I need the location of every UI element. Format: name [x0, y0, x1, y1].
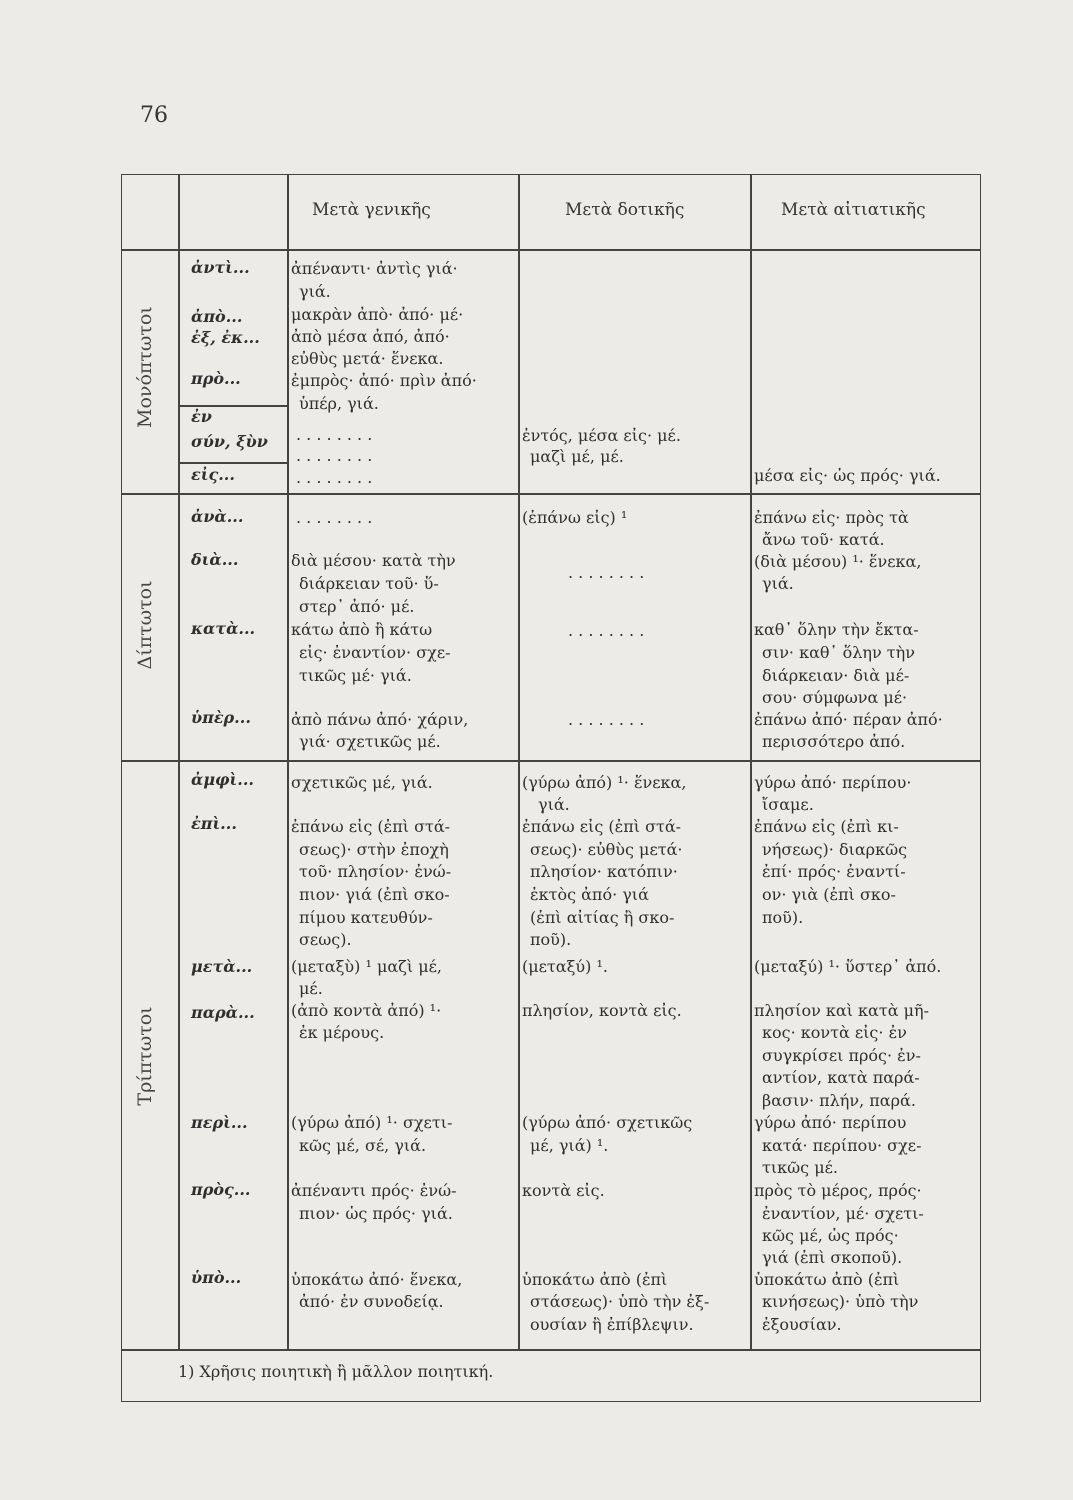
genitive-line: . . . . . . . . [296, 508, 373, 527]
accusative-line: ἐπάνω εἰς (ἐπὶ κι- [754, 817, 899, 836]
genitive-line: ἐκ μέρους. [299, 1023, 385, 1042]
genitive-line: πιον· ὡς πρός· γιά. [299, 1204, 453, 1223]
genitive-line: . . . . . . . . [296, 468, 373, 487]
accusative-line: σου· σύμφωνα μέ· [762, 688, 908, 707]
genitive-line: μέ. [299, 979, 323, 998]
genitive-line: (ἀπὸ κοντὰ ἀπό) ¹· [291, 1001, 442, 1020]
genitive-line: (μεταξὺ) ¹ μαζὶ μέ, [291, 957, 442, 976]
genitive-line: ἀπέναντι· ἀντὶς γιά· [291, 259, 458, 278]
preposition-label: ὑπὸ... [191, 1268, 242, 1287]
preposition-label: διὰ... [191, 550, 239, 569]
genitive-line: . . . . . . . . [296, 425, 373, 444]
group-label-monoptotes: Μονόπτωτοι [134, 306, 156, 428]
dative-line: μέ, γιά) ¹. [530, 1136, 609, 1155]
header-accusative: Μετὰ αἰτιατικῆς [781, 200, 926, 220]
accusative-line: συγκρίσει πρός· ἐν- [762, 1046, 921, 1065]
genitive-line: στερ᾽ ἀπό· μέ. [299, 597, 415, 616]
accusative-line: κῶς μέ, ὡς πρός· [762, 1226, 899, 1245]
accusative-line: ἐπί· πρός· ἐναντί- [762, 862, 906, 881]
accusative-line: ὑποκάτω ἀπὸ (ἐπὶ [754, 1270, 900, 1289]
accusative-line: ἄνω τοῦ· κατά. [762, 530, 885, 549]
dative-line: . . . . . . . . [568, 710, 645, 729]
accusative-line: ποῦ). [762, 908, 804, 927]
header-genitive: Μετὰ γενικῆς [312, 200, 431, 220]
grid-line [750, 174, 752, 1349]
genitive-line: πιον· γιά (ἐπὶ σκο- [299, 885, 450, 904]
genitive-line: γιά. [299, 282, 331, 301]
accusative-line: ἴσαμε. [762, 795, 814, 814]
preposition-label: πρὸ... [191, 369, 241, 388]
preposition-label: ἐπὶ... [191, 814, 237, 833]
dative-line: σεως)· εὐθὺς μετά· [530, 840, 683, 859]
grid-line [178, 174, 180, 1349]
accusative-line: αντίον, κατὰ παρά- [762, 1068, 920, 1087]
genitive-line: τοῦ· πλησίον· ἐνώ- [299, 862, 452, 881]
accusative-line: πλησίον καὶ κατὰ μῆ- [754, 1001, 929, 1020]
dative-line: ὑποκάτω ἀπὸ (ἐπὶ [522, 1270, 668, 1289]
accusative-line: ον· γιὰ (ἐπὶ σκο- [762, 885, 896, 904]
dative-line: ουσίαν ἢ ἐπίβλεψιν. [530, 1315, 694, 1334]
dative-line: πλησίον, κοντὰ εἰς. [522, 1001, 682, 1020]
group-label-triptotes: Τρίπτωτοι [134, 1006, 156, 1106]
genitive-line: ὑποκάτω ἀπό· ἕνεκα, [291, 1270, 463, 1289]
genitive-line: κάτω ἀπὸ ἢ κάτω [291, 620, 433, 639]
dative-line: (ἐπὶ αἰτίας ἢ σκο- [530, 908, 675, 927]
grid-line [287, 174, 289, 1349]
preposition-label: ἀντὶ... [191, 258, 250, 277]
preposition-label: κατὰ... [191, 619, 256, 638]
preposition-label: εἰς... [191, 465, 235, 484]
dative-line: . . . . . . . . [568, 563, 645, 582]
genitive-line: εὐθὺς μετά· ἕνεκα. [291, 349, 444, 368]
genitive-line: σεως)· στὴν ἐποχὴ [299, 840, 449, 859]
dative-line: (γύρω ἀπό· σχετικῶς [522, 1113, 693, 1132]
genitive-line: ἀπὸ πάνω ἀπό· χάριν, [291, 710, 469, 729]
preposition-label: ἐν [191, 407, 212, 426]
preposition-label: ἀμφὶ... [191, 770, 254, 789]
genitive-line: . . . . . . . . [296, 446, 373, 465]
dative-line: (ἐπάνω εἰς) ¹ [522, 508, 628, 527]
accusative-line: (διὰ μέσου) ¹· ἕνεκα, [754, 552, 922, 571]
header-dative: Μετὰ δοτικῆς [565, 200, 685, 220]
dative-line: ἐπάνω εἰς (ἐπὶ στά- [522, 817, 682, 836]
group-label-diptotes: Δίπτωτοι [134, 580, 156, 670]
accusative-line: βασιν· πλήν, παρά. [762, 1091, 916, 1110]
accusative-line: γιά. [762, 574, 794, 593]
genitive-line: ἐμπρὸς· ἀπό· πρὶν ἀπό· [291, 371, 477, 390]
genitive-line: (γύρω ἀπό) ¹· σχετι- [291, 1113, 453, 1132]
genitive-line: εἰς· ἐναντίον· σχε- [299, 643, 451, 662]
accusative-line: ἐπάνω εἰς· πρὸς τὰ [754, 508, 909, 527]
dative-line: (γύρω ἀπό) ¹· ἕνεκα, [522, 773, 687, 792]
genitive-line: ἐπάνω εἰς (ἐπὶ στά- [291, 817, 451, 836]
genitive-line: μακρὰν ἀπὸ· ἀπό· μέ· [291, 305, 464, 324]
accusative-line: σιν· καθ᾽ ὅλην τὴν [762, 643, 915, 662]
preposition-label: ὑπὲρ... [191, 708, 251, 727]
preposition-label: πρὸς... [191, 1180, 251, 1199]
grid-line [121, 493, 981, 495]
preposition-label: περὶ... [191, 1113, 248, 1132]
grid-line [518, 174, 520, 1349]
grid-line [178, 462, 288, 464]
genitive-line: ἀπέναντι πρός· ἐνώ- [291, 1181, 457, 1200]
genitive-line: ὑπέρ, γιά. [299, 394, 379, 413]
genitive-line: ἀπό· ἐν συνοδείᾳ. [299, 1292, 444, 1311]
genitive-line: ἀπὸ μέσα ἀπό, ἀπό· [291, 327, 450, 346]
accusative-line: (μεταξύ) ¹· ὕστερ᾽ ἀπό. [754, 957, 942, 976]
dative-line: (μεταξύ) ¹. [522, 957, 608, 976]
genitive-line: διάρκειαν τοῦ· ὕ- [299, 574, 439, 593]
accusative-line: ἐπάνω ἀπό· πέραν ἀπό· [754, 710, 943, 729]
dative-line: μαζὶ μέ, μέ. [530, 447, 624, 466]
dative-line: ἐντός, μέσα εἰς· μέ. [522, 426, 681, 445]
genitive-line: σχετικῶς μέ, γιά. [291, 773, 433, 792]
genitive-line: κῶς μέ, σέ, γιά. [299, 1136, 427, 1155]
genitive-line: πίμου κατευθύν- [299, 908, 433, 927]
accusative-line: κινήσεως)· ὑπὸ τὴν [762, 1292, 919, 1311]
dative-line: ἐκτὸς ἀπό· γιά [530, 885, 649, 904]
accusative-line: ἐναντίον, μέ· σχετι- [762, 1204, 924, 1223]
accusative-line: νήσεως)· διαρκῶς [762, 840, 908, 859]
preposition-label: παρὰ... [191, 1003, 255, 1022]
accusative-line: γύρω ἀπό· περίπου [754, 1113, 907, 1132]
accusative-line: διάρκειαν· διὰ μέ- [762, 666, 910, 685]
accusative-line: κατά· περίπου· σχε- [762, 1136, 922, 1155]
grid-line [121, 1349, 981, 1351]
grid-line [121, 249, 981, 251]
preposition-label: ἐξ, ἐκ... [191, 328, 260, 347]
genitive-line: γιά· σχετικῶς μέ. [299, 732, 441, 751]
dative-line: κοντὰ εἰς. [522, 1181, 605, 1200]
accusative-line: ἐξουσίαν. [762, 1315, 842, 1334]
accusative-line: περισσότερο ἀπό. [762, 732, 906, 751]
accusative-line: κος· κοντὰ εἰς· ἐν [762, 1023, 907, 1042]
genitive-line: σεως). [299, 930, 352, 949]
dative-line: στάσεως)· ὑπὸ τὴν ἐξ- [530, 1292, 710, 1311]
preposition-label: ἀνὰ... [191, 507, 244, 526]
dative-line: γιά. [538, 795, 570, 814]
footnote: 1) Χρῆσις ποιητικὴ ἢ μᾶλλον ποιητική. [178, 1362, 494, 1381]
genitive-line: διὰ μέσου· κατὰ τὴν [291, 551, 456, 570]
accusative-line: καθ᾽ ὅλην τὴν ἔκτα- [754, 620, 919, 639]
accusative-line: τικῶς μέ. [762, 1158, 838, 1177]
grid-line [121, 760, 981, 762]
page-number: 76 [140, 103, 168, 128]
accusative-line: γιά (ἐπὶ σκοποῦ). [762, 1248, 903, 1267]
accusative-line: γύρω ἀπό· περίπου· [754, 773, 912, 792]
dative-line: πλησίον· κατόπιν· [530, 862, 678, 881]
preposition-label: ἀπὸ... [191, 307, 243, 326]
preposition-label: σύν, ξὺν [191, 432, 268, 451]
dative-line: ποῦ). [530, 930, 572, 949]
dative-line: . . . . . . . . [568, 621, 645, 640]
genitive-line: τικῶς μέ· γιά. [299, 666, 412, 685]
accusative-line: μέσα εἰς· ὡς πρός· γιά. [754, 466, 941, 485]
preposition-label: μετὰ... [191, 957, 253, 976]
accusative-line: πρὸς τὸ μέρος, πρός· [754, 1181, 922, 1200]
